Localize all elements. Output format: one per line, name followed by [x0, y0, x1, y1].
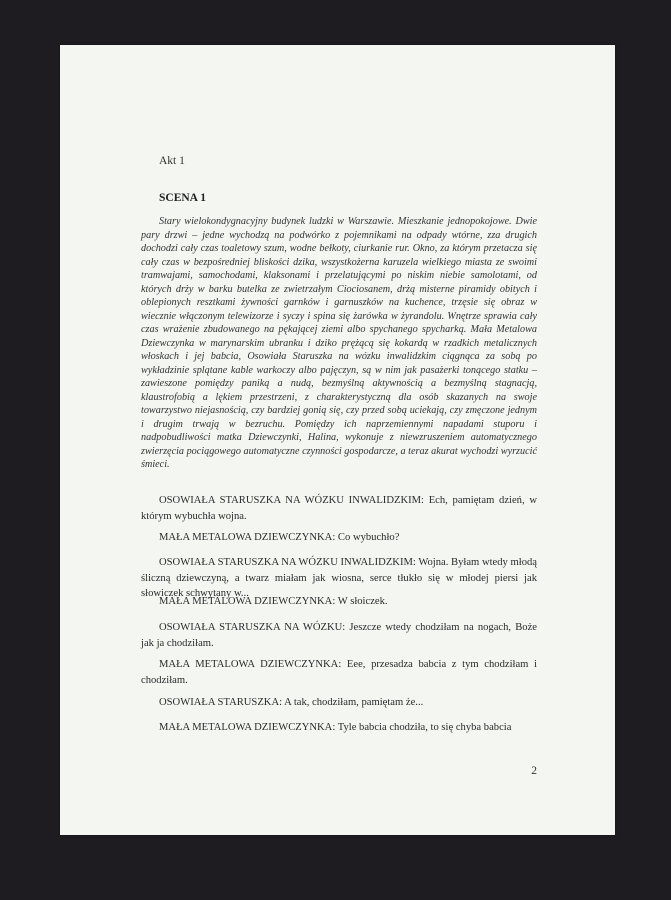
dialogue-line: MAŁA METALOWA DZIEWCZYNKA: Tyle babcia chodziła, to się chyba babcia [159, 722, 512, 733]
act-heading: Akt 1 [159, 155, 185, 167]
dialogue-line: OSOWIAŁA STARUSZKA NA WÓZKU INWALIDZKIM: Wojna. Byłam wtedy młodą śliczną dziewczyną, a twarz miałam jak wiosna, serce tłukło się w młodej piersi jak słowiczek schwytany w... [141, 557, 537, 599]
document-page [60, 45, 615, 835]
dialogue-line: OSOWIAŁA STARUSZKA NA WÓZKU INWALIDZKIM: Ech, pamiętam dzień, w którym wybuchła wojna. [141, 495, 537, 522]
stage-direction: Stary wielokondygnacyjny budynek ludzki w Warszawie. Mieszkanie jednopokojowe. Dwie pary drzwi – jedne wychodzą na podwórko z pojemnikami na odpady wtórne, zza drugich dochodzi cały czas toaletowy szum, wodne bełkoty, ciurkanie rur. Okno, za którym przetacza się cały czas w bezpośredniej bliskości dzika, wszystkożerna karuzela wielkiego miasta ze swoimi tramwajami, samochodami, klaksonami i przelatującymi po niskim niebie samolotami, od których drży w barku butelka ze zwietrzałym Ciociosanem, drżą misterne piramidy obitych i oblepionych resztkami żywności garnków i garnuszków na kuchence, trzęsie się obraz w wiecznie włączonym telewizorze i syczy i spina się żarówka w żyrandolu. Wnętrze sprawia cały czas wrażenie zbudowanego na pękającej ziemi albo spychanego spycharką. Mała Metalowa Dziewczynka w marynarskim ubranku i dziko prężącą się kokardą w rzadkich metalicznych włoskach i jej babcia, Osowiała Staruszka na wózku inwalidzkim ciągnąca za sobą po wykładzinie splątane kable warkoczy albo pajęczyn, są w nim jak pasażerki tonącego statku – zawieszone pomiędzy paniką a nudą, bezmyślną aktywnością a bezmyślną stagnacją, klaustrofobią a lękiem przestrzeni, z charakterystyczną dla osób skazanych na swoje towarzystwo niejasnością, czy bardziej gonią się, czy przed sobą uciekają, czy zmęczone jednym i drugim trwają w bezruchu. Pomiędzy ich naprzemiennymi napadami stuporu i nadpobudliwości matka Dziewczynki, Halina, wykonuje z niewzruszeniem automatycznego zwierzęcia pociągowego automatyczne czynności gospodarcze, a teraz akurat wychodzi wyrzucić śmieci. [141, 216, 537, 470]
dialogue-line: MAŁA METALOWA DZIEWCZYNKA: W słoiczek. [159, 596, 388, 607]
dialogue-line: MAŁA METALOWA DZIEWCZYNKA: Co wybuchło? [159, 532, 400, 543]
dialogue-line: OSOWIAŁA STARUSZKA NA WÓZKU: Jeszcze wtedy chodziłam na nogach, Boże jak ja chodziłam. [141, 622, 537, 649]
dialogue-line: OSOWIAŁA STARUSZKA: A tak, chodziłam, pamiętam że... [159, 697, 424, 708]
dialogue-line: MAŁA METALOWA DZIEWCZYNKA: Eee, przesadza babcia z tym chodziłam i chodziłam. [141, 659, 537, 686]
scene-heading: SCENA 1 [159, 192, 206, 204]
page-number: 2 [531, 765, 537, 777]
